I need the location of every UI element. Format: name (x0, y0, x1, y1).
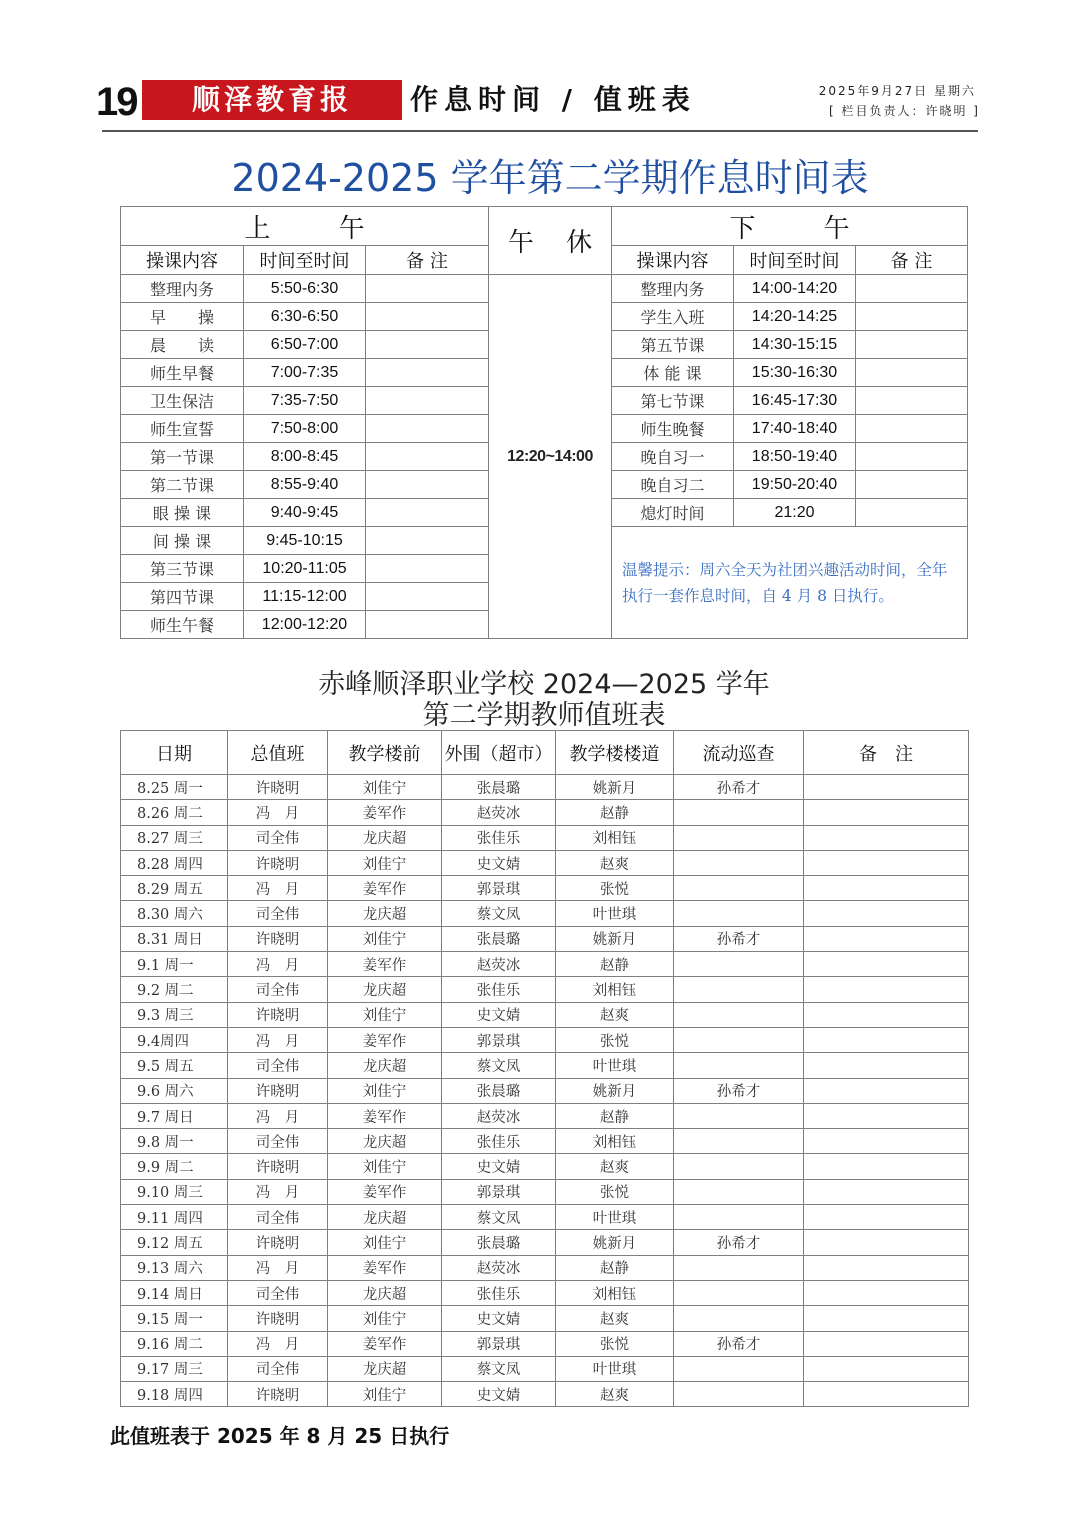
duty-row (121, 1255, 969, 1280)
schedule-title: 2024-2025 学年第二学期作息时间表 (231, 156, 869, 200)
afternoon-note (856, 443, 968, 471)
duty-row (121, 977, 969, 1002)
duty-patrol (674, 1027, 804, 1052)
duty-date: 9.15 周一 (121, 1306, 228, 1331)
duty-row (121, 1205, 969, 1230)
noon-time: 12:20~14:00 (489, 275, 612, 639)
duty-outer: 史文婧 (442, 1154, 556, 1179)
duty-patrol: 孙希才 (674, 1078, 804, 1103)
duty-remarks (804, 1053, 969, 1078)
duty-front: 龙庆超 (328, 1129, 442, 1154)
duty-corridor: 张悦 (556, 876, 674, 901)
duty-front: 刘佳宁 (328, 1154, 442, 1179)
duty-row (121, 1306, 969, 1331)
duty-outer: 蔡文凤 (442, 901, 556, 926)
afternoon-note (856, 359, 968, 387)
duty-chief: 许晓明 (228, 1154, 328, 1179)
duty-patrol (674, 1053, 804, 1078)
duty-chief: 冯 月 (228, 1179, 328, 1204)
duty-corridor: 张悦 (556, 1331, 674, 1356)
duty-remarks (804, 901, 969, 926)
morning-time: 9:40-9:45 (244, 499, 366, 527)
duty-patrol (674, 1255, 804, 1280)
duty-patrol (674, 1382, 804, 1407)
duty-front: 刘佳宁 (328, 1306, 442, 1331)
duty-row (121, 1382, 969, 1407)
duty-title-line2: 第二学期教师值班表 (422, 700, 666, 731)
col-note-pm: 备 注 (856, 246, 968, 275)
newspaper-logo: 顺泽教育报 (142, 80, 402, 120)
duty-front: 刘佳宁 (328, 1002, 442, 1027)
afternoon-note (856, 415, 968, 443)
duty-row (121, 926, 969, 951)
duty-date: 9.18 周四 (121, 1382, 228, 1407)
duty-chief: 许晓明 (228, 926, 328, 951)
duty-remarks (804, 1103, 969, 1128)
duty-row (121, 1331, 969, 1356)
duty-row (121, 800, 969, 825)
duty-remarks (804, 1382, 969, 1407)
duty-front: 姜军作 (328, 1103, 442, 1128)
duty-front: 龙庆超 (328, 901, 442, 926)
duty-outer: 蔡文凤 (442, 1356, 556, 1381)
morning-activity: 间 操 课 (121, 527, 244, 555)
duty-date: 9.8 周一 (121, 1129, 228, 1154)
duty-date: 9.10 周三 (121, 1179, 228, 1204)
duty-remarks (804, 800, 969, 825)
duty-patrol (674, 1280, 804, 1305)
duty-outer: 赵荧冰 (442, 952, 556, 977)
duty-patrol (674, 1154, 804, 1179)
morning-time: 8:00-8:45 (244, 443, 366, 471)
morning-activity: 早 操 (121, 303, 244, 331)
duty-front: 姜军作 (328, 1179, 442, 1204)
duty-date: 8.27 周三 (121, 825, 228, 850)
duty-date: 8.31 周日 (121, 926, 228, 951)
duty-row (121, 1154, 969, 1179)
duty-chief: 冯 月 (228, 876, 328, 901)
afternoon-activity: 整理内务 (612, 275, 734, 303)
afternoon-time: 16:45-17:30 (734, 387, 856, 415)
duty-chief: 冯 月 (228, 1331, 328, 1356)
duty-remarks (804, 952, 969, 977)
duty-patrol (674, 1205, 804, 1230)
duty-front: 姜军作 (328, 952, 442, 977)
duty-outer: 张晨璐 (442, 775, 556, 800)
duty-row (121, 1230, 969, 1255)
duty-remarks (804, 1205, 969, 1230)
afternoon-time: 14:20-14:25 (734, 303, 856, 331)
afternoon-time: 14:00-14:20 (734, 275, 856, 303)
duty-front: 姜军作 (328, 876, 442, 901)
duty-outer: 蔡文凤 (442, 1205, 556, 1230)
duty-outer: 赵荧冰 (442, 800, 556, 825)
afternoon-activity: 晚自习二 (612, 471, 734, 499)
duty-front: 姜军作 (328, 1255, 442, 1280)
col-remarks: 备 注 (804, 731, 969, 775)
schedule-row (121, 275, 968, 303)
duty-remarks (804, 1154, 969, 1179)
duty-corridor: 赵爽 (556, 850, 674, 875)
afternoon-activity: 第七节课 (612, 387, 734, 415)
duty-corridor: 赵爽 (556, 1154, 674, 1179)
duty-row (121, 1002, 969, 1027)
duty-corridor: 姚新月 (556, 1230, 674, 1255)
duty-remarks (804, 1027, 969, 1052)
duty-date: 8.25 周一 (121, 775, 228, 800)
duty-corridor: 姚新月 (556, 926, 674, 951)
afternoon-activity: 体 能 课 (612, 359, 734, 387)
duty-date: 9.2 周二 (121, 977, 228, 1002)
duty-outer: 史文婧 (442, 1382, 556, 1407)
noon-header: 午 休 (489, 207, 612, 275)
duty-corridor: 张悦 (556, 1027, 674, 1052)
morning-note (366, 387, 489, 415)
duty-corridor: 叶世琪 (556, 901, 674, 926)
duty-remarks (804, 1255, 969, 1280)
duty-patrol (674, 1129, 804, 1154)
duty-chief: 司全伟 (228, 901, 328, 926)
morning-note (366, 303, 489, 331)
duty-remarks (804, 850, 969, 875)
duty-chief: 许晓明 (228, 1306, 328, 1331)
morning-note (366, 555, 489, 583)
col-time-pm: 时间至时间 (734, 246, 856, 275)
duty-title-line1: 赤峰顺泽职业学校 2024—2025 学年 (318, 669, 770, 700)
afternoon-activity: 晚自习一 (612, 443, 734, 471)
duty-front: 姜军作 (328, 1027, 442, 1052)
afternoon-time: 15:30-16:30 (734, 359, 856, 387)
col-item-am: 操课内容 (121, 246, 244, 275)
afternoon-note (856, 499, 968, 527)
section-title: 作息时间 / 值班表 (410, 83, 696, 116)
afternoon-note (856, 275, 968, 303)
morning-activity: 卫生保洁 (121, 387, 244, 415)
duty-chief: 司全伟 (228, 1280, 328, 1305)
header-rule (102, 130, 978, 132)
afternoon-note (856, 303, 968, 331)
duty-chief: 冯 月 (228, 1255, 328, 1280)
duty-outer: 张佳乐 (442, 825, 556, 850)
afternoon-note (856, 331, 968, 359)
duty-outer: 史文婧 (442, 1306, 556, 1331)
duty-outer: 张佳乐 (442, 977, 556, 1002)
afternoon-time: 14:30-15:15 (734, 331, 856, 359)
duty-front: 姜军作 (328, 800, 442, 825)
duty-outer: 郭景琪 (442, 1027, 556, 1052)
col-outer: 外围（超市） (442, 731, 556, 775)
duty-date: 9.16 周二 (121, 1331, 228, 1356)
morning-time: 12:00-12:20 (244, 611, 366, 639)
duty-row (121, 901, 969, 926)
morning-activity: 晨 读 (121, 331, 244, 359)
duty-chief: 许晓明 (228, 850, 328, 875)
duty-patrol (674, 850, 804, 875)
duty-outer: 张晨璐 (442, 1230, 556, 1255)
duty-patrol: 孙希才 (674, 1331, 804, 1356)
duty-remarks (804, 926, 969, 951)
duty-outer: 张晨璐 (442, 1078, 556, 1103)
duty-date: 9.5 周五 (121, 1053, 228, 1078)
duty-outer: 蔡文凤 (442, 1053, 556, 1078)
duty-outer: 张晨璐 (442, 926, 556, 951)
duty-front: 龙庆超 (328, 1356, 442, 1381)
col-front: 教学楼前 (328, 731, 442, 775)
duty-patrol: 孙希才 (674, 775, 804, 800)
duty-outer: 赵荧冰 (442, 1103, 556, 1128)
duty-patrol (674, 1306, 804, 1331)
col-note-am: 备 注 (366, 246, 489, 275)
duty-date: 9.14 周日 (121, 1280, 228, 1305)
duty-remarks (804, 977, 969, 1002)
afternoon-activity: 师生晚餐 (612, 415, 734, 443)
duty-corridor: 刘相钰 (556, 825, 674, 850)
duty-chief: 司全伟 (228, 977, 328, 1002)
duty-corridor: 叶世琪 (556, 1205, 674, 1230)
duty-row (121, 850, 969, 875)
morning-activity: 眼 操 课 (121, 499, 244, 527)
footnote: 此值班表于 2025 年 8 月 25 日执行 (110, 1424, 450, 1448)
column-editor: [ 栏目负责人：许晓明 ] (829, 104, 980, 118)
duty-front: 刘佳宁 (328, 1078, 442, 1103)
morning-note (366, 275, 489, 303)
duty-patrol (674, 1356, 804, 1381)
duty-outer: 史文婧 (442, 850, 556, 875)
duty-row (121, 1129, 969, 1154)
afternoon-note (856, 387, 968, 415)
afternoon-time: 17:40-18:40 (734, 415, 856, 443)
morning-note (366, 499, 489, 527)
afternoon-time: 19:50-20:40 (734, 471, 856, 499)
morning-time: 6:50-7:00 (244, 331, 366, 359)
morning-activity: 第二节课 (121, 471, 244, 499)
duty-outer: 张佳乐 (442, 1129, 556, 1154)
duty-row (121, 825, 969, 850)
duty-chief: 冯 月 (228, 800, 328, 825)
morning-note (366, 331, 489, 359)
duty-chief: 许晓明 (228, 1382, 328, 1407)
col-corridor: 教学楼楼道 (556, 731, 674, 775)
duty-outer: 郭景琪 (442, 1331, 556, 1356)
col-time-am: 时间至时间 (244, 246, 366, 275)
duty-patrol (674, 876, 804, 901)
duty-patrol (674, 800, 804, 825)
duty-outer: 赵荧冰 (442, 1255, 556, 1280)
duty-front: 刘佳宁 (328, 926, 442, 951)
duty-chief: 司全伟 (228, 825, 328, 850)
duty-remarks (804, 876, 969, 901)
afternoon-activity: 第五节课 (612, 331, 734, 359)
duty-remarks (804, 775, 969, 800)
duty-corridor: 刘相钰 (556, 1129, 674, 1154)
duty-patrol (674, 901, 804, 926)
duty-row (121, 775, 969, 800)
morning-time: 7:50-8:00 (244, 415, 366, 443)
duty-front: 刘佳宁 (328, 775, 442, 800)
morning-note (366, 415, 489, 443)
duty-date: 9.9 周二 (121, 1154, 228, 1179)
morning-time: 8:55-9:40 (244, 471, 366, 499)
masthead (96, 78, 980, 126)
morning-time: 7:35-7:50 (244, 387, 366, 415)
duty-row (121, 1356, 969, 1381)
duty-front: 龙庆超 (328, 1053, 442, 1078)
duty-front: 姜军作 (328, 1331, 442, 1356)
duty-corridor: 刘相钰 (556, 1280, 674, 1305)
duty-remarks (804, 1129, 969, 1154)
afternoon-note (856, 471, 968, 499)
morning-activity: 整理内务 (121, 275, 244, 303)
duty-patrol (674, 1002, 804, 1027)
duty-remarks (804, 1078, 969, 1103)
duty-row (121, 1053, 969, 1078)
duty-patrol (674, 952, 804, 977)
duty-date: 9.7 周日 (121, 1103, 228, 1128)
duty-patrol (674, 825, 804, 850)
duty-chief: 司全伟 (228, 1356, 328, 1381)
duty-chief: 许晓明 (228, 1078, 328, 1103)
duty-row (121, 1103, 969, 1128)
duty-chief: 许晓明 (228, 1230, 328, 1255)
duty-front: 龙庆超 (328, 1280, 442, 1305)
afternoon-activity: 学生入班 (612, 303, 734, 331)
duty-row (121, 952, 969, 977)
morning-note (366, 527, 489, 555)
afternoon-time: 21:20 (734, 499, 856, 527)
duty-date: 9.13 周六 (121, 1255, 228, 1280)
duty-date: 8.30 周六 (121, 901, 228, 926)
duty-corridor: 叶世琪 (556, 1053, 674, 1078)
duty-front: 龙庆超 (328, 1205, 442, 1230)
duty-date: 9.1 周一 (121, 952, 228, 977)
duty-date: 9.3 周三 (121, 1002, 228, 1027)
morning-time: 9:45-10:15 (244, 527, 366, 555)
issue-date: 2025年9月27日 星期六 (818, 84, 976, 98)
duty-corridor: 赵静 (556, 800, 674, 825)
duty-corridor: 叶世琪 (556, 1356, 674, 1381)
duty-chief: 冯 月 (228, 1103, 328, 1128)
duty-date: 8.29 周五 (121, 876, 228, 901)
morning-activity: 第四节课 (121, 583, 244, 611)
duty-chief: 司全伟 (228, 1053, 328, 1078)
duty-date: 9.6 周六 (121, 1078, 228, 1103)
schedule-table (120, 206, 968, 639)
duty-table (120, 730, 969, 1407)
duty-corridor: 姚新月 (556, 775, 674, 800)
morning-time: 5:50-6:30 (244, 275, 366, 303)
col-item-pm: 操课内容 (612, 246, 734, 275)
afternoon-time: 18:50-19:40 (734, 443, 856, 471)
duty-front: 龙庆超 (328, 977, 442, 1002)
morning-time: 11:15-12:00 (244, 583, 366, 611)
tip-text: 温馨提示：周六全天为社团兴趣活动时间，全年执行一套作息时间，自 4 月 8 日执行。 (612, 527, 968, 639)
duty-chief: 许晓明 (228, 775, 328, 800)
duty-corridor: 张悦 (556, 1179, 674, 1204)
col-chief: 总值班 (228, 731, 328, 775)
duty-chief: 冯 月 (228, 1027, 328, 1052)
duty-patrol (674, 1103, 804, 1128)
duty-patrol (674, 1179, 804, 1204)
afternoon-activity: 熄灯时间 (612, 499, 734, 527)
morning-activity: 第一节课 (121, 443, 244, 471)
duty-outer: 张佳乐 (442, 1280, 556, 1305)
morning-header: 上 午 (121, 207, 489, 246)
page-number: 19 (96, 80, 137, 124)
morning-note (366, 611, 489, 639)
duty-date: 9.12 周五 (121, 1230, 228, 1255)
duty-remarks (804, 1356, 969, 1381)
morning-activity: 师生宣誓 (121, 415, 244, 443)
afternoon-header: 下 午 (612, 207, 968, 246)
duty-corridor: 赵静 (556, 1255, 674, 1280)
duty-corridor: 赵爽 (556, 1306, 674, 1331)
duty-front: 刘佳宁 (328, 1382, 442, 1407)
duty-outer: 郭景琪 (442, 1179, 556, 1204)
duty-date: 8.28 周四 (121, 850, 228, 875)
duty-corridor: 刘相钰 (556, 977, 674, 1002)
duty-remarks (804, 1306, 969, 1331)
duty-patrol: 孙希才 (674, 926, 804, 951)
duty-remarks (804, 1280, 969, 1305)
col-patrol: 流动巡查 (674, 731, 804, 775)
duty-outer: 郭景琪 (442, 876, 556, 901)
morning-note (366, 583, 489, 611)
morning-note (366, 471, 489, 499)
duty-date: 8.26 周二 (121, 800, 228, 825)
duty-date: 9.4周四 (121, 1027, 228, 1052)
morning-time: 10:20-11:05 (244, 555, 366, 583)
duty-corridor: 赵爽 (556, 1382, 674, 1407)
duty-row (121, 876, 969, 901)
col-date: 日期 (121, 731, 228, 775)
duty-remarks (804, 825, 969, 850)
duty-corridor: 姚新月 (556, 1078, 674, 1103)
duty-chief: 司全伟 (228, 1129, 328, 1154)
duty-chief: 许晓明 (228, 1002, 328, 1027)
duty-remarks (804, 1179, 969, 1204)
duty-front: 龙庆超 (328, 825, 442, 850)
morning-time: 6:30-6:50 (244, 303, 366, 331)
morning-activity: 师生午餐 (121, 611, 244, 639)
morning-activity: 师生早餐 (121, 359, 244, 387)
morning-note (366, 443, 489, 471)
duty-remarks (804, 1230, 969, 1255)
duty-patrol: 孙希才 (674, 1230, 804, 1255)
duty-date: 9.17 周三 (121, 1356, 228, 1381)
morning-time: 7:00-7:35 (244, 359, 366, 387)
morning-activity: 第三节课 (121, 555, 244, 583)
duty-chief: 司全伟 (228, 1205, 328, 1230)
duty-corridor: 赵静 (556, 952, 674, 977)
duty-corridor: 赵静 (556, 1103, 674, 1128)
duty-row (121, 1027, 969, 1052)
duty-outer: 史文婧 (442, 1002, 556, 1027)
duty-corridor: 赵爽 (556, 1002, 674, 1027)
duty-front: 刘佳宁 (328, 1230, 442, 1255)
duty-remarks (804, 1002, 969, 1027)
duty-row (121, 1179, 969, 1204)
duty-row (121, 1280, 969, 1305)
duty-chief: 冯 月 (228, 952, 328, 977)
duty-front: 刘佳宁 (328, 850, 442, 875)
duty-remarks (804, 1331, 969, 1356)
duty-row (121, 1078, 969, 1103)
duty-patrol (674, 977, 804, 1002)
morning-note (366, 359, 489, 387)
duty-date: 9.11 周四 (121, 1205, 228, 1230)
